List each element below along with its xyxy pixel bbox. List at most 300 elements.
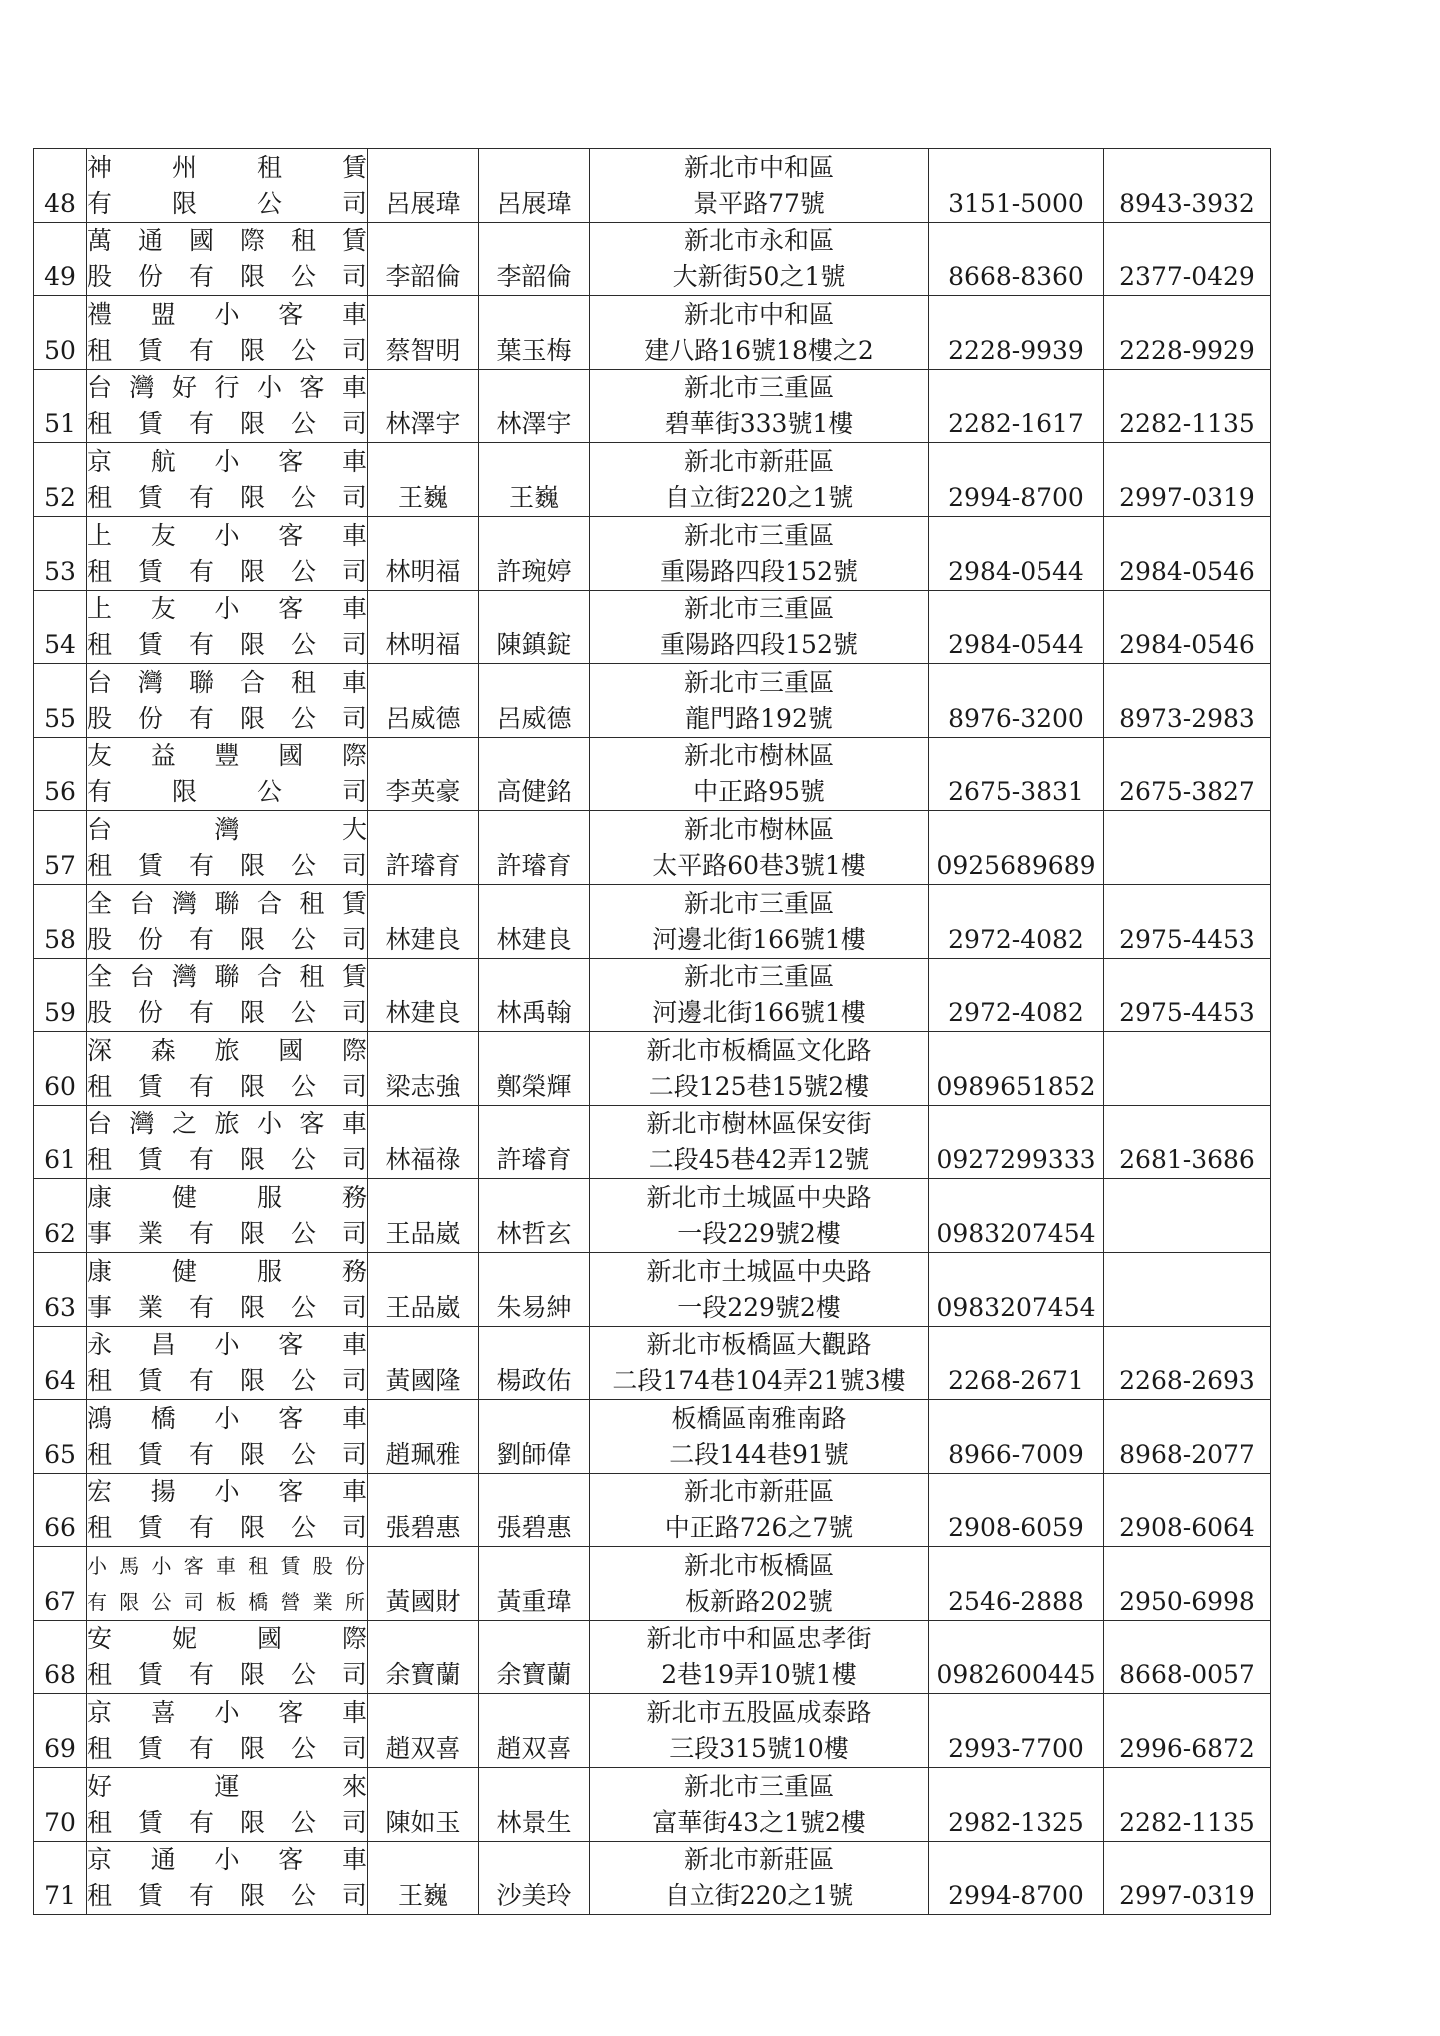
address-line: 新北市中和區 <box>683 299 834 329</box>
company-name-char: 客 <box>278 299 304 329</box>
fax-number: 2975-4453 <box>1119 924 1255 954</box>
address-line: 新北市樹林區 <box>683 814 834 844</box>
company-name-line <box>87 1731 367 1767</box>
company-name-char: 賃 <box>341 888 367 918</box>
table-row <box>34 884 1271 958</box>
owner-cell <box>368 1841 479 1915</box>
address-line: 新北市永和區 <box>683 226 834 256</box>
company-name-char: 公 <box>290 1881 316 1911</box>
manager-cell <box>479 1694 590 1768</box>
company-name-cell <box>87 884 368 958</box>
company-name-char: 車 <box>341 1845 367 1875</box>
company-name-char: 灣 <box>214 814 240 844</box>
owner-name: 趙珮雅 <box>385 1439 461 1469</box>
company-name-char: 租 <box>87 1513 113 1543</box>
company-name-char: 公 <box>290 1218 316 1248</box>
owner-name: 林明福 <box>385 630 461 660</box>
company-name-char: 合 <box>256 962 282 992</box>
address-line: 新北市新莊區 <box>683 1477 834 1507</box>
manager-cell <box>479 296 590 370</box>
table-row <box>34 737 1271 811</box>
address-cell <box>590 516 929 590</box>
company-name-char: 台 <box>87 667 113 697</box>
company-name-char: 限 <box>239 1292 265 1322</box>
company-name-line <box>87 591 367 627</box>
company-name-cell <box>87 1547 368 1621</box>
fax-cell <box>1104 516 1271 590</box>
company-name-char: 公 <box>290 998 316 1028</box>
company-name-char: 板 <box>216 1589 238 1614</box>
table-row <box>34 1768 1271 1842</box>
company-name-line <box>87 1069 367 1105</box>
owner-name: 呂威德 <box>385 703 461 733</box>
company-name-char: 全 <box>87 888 113 918</box>
company-name-char: 賃 <box>137 1807 163 1837</box>
company-name-cell <box>87 1841 368 1915</box>
company-name-char: 車 <box>341 446 367 476</box>
address-line: 新北市樹林區保安街 <box>646 1109 872 1139</box>
manager-name: 李韶倫 <box>496 262 572 292</box>
table-row <box>34 369 1271 443</box>
company-name-cell <box>87 296 368 370</box>
fax-number: 2950-6998 <box>1119 1586 1255 1616</box>
company-name-cell <box>87 1105 368 1179</box>
phone-number: 2993-7700 <box>948 1734 1084 1764</box>
owner-cell <box>368 1473 479 1547</box>
address-line: 新北市三重區 <box>683 1771 834 1801</box>
company-name-char: 妮 <box>171 1624 197 1654</box>
manager-cell <box>479 1032 590 1106</box>
company-name-char: 公 <box>256 777 282 807</box>
company-name-line <box>87 370 367 406</box>
fax-cell <box>1104 296 1271 370</box>
company-name-char: 小 <box>214 1477 240 1507</box>
address-cell <box>590 1547 929 1621</box>
company-name-char: 賃 <box>137 335 163 365</box>
company-name-char: 有 <box>188 556 214 586</box>
company-name-char: 好 <box>171 373 197 403</box>
company-name-char: 限 <box>239 1660 265 1690</box>
owner-name: 王品崴 <box>385 1292 461 1322</box>
owner-name: 呂展瑋 <box>385 188 461 218</box>
address-cell <box>590 1620 929 1694</box>
company-name-char: 賃 <box>137 482 163 512</box>
phone-number: 2675-3831 <box>948 777 1084 807</box>
phone-number: 2984-0544 <box>948 556 1084 586</box>
phone-number: 8976-3200 <box>948 703 1084 733</box>
address-cell <box>590 590 929 664</box>
company-name-char: 限 <box>239 1807 265 1837</box>
row-number: 69 <box>44 1734 76 1764</box>
company-name-line <box>87 1548 367 1584</box>
row-number: 62 <box>44 1218 76 1248</box>
company-name-char: 灣 <box>129 373 155 403</box>
address-cell <box>590 149 929 223</box>
manager-cell <box>479 1620 590 1694</box>
address-line: 二段174巷104弄21號3樓 <box>612 1366 906 1396</box>
fax-number: 2984-0546 <box>1119 630 1255 660</box>
company-name-line <box>87 1180 367 1216</box>
company-name-cell <box>87 958 368 1032</box>
fax-cell <box>1104 369 1271 443</box>
address-line: 河邊北街166號1樓 <box>652 998 866 1028</box>
manager-name: 許璿育 <box>496 850 572 880</box>
company-name-line <box>87 738 367 774</box>
row-number-cell <box>34 737 87 811</box>
company-name-cell <box>87 222 368 296</box>
address-line: 2巷19弄10號1樓 <box>661 1660 857 1690</box>
fax-cell <box>1104 1400 1271 1474</box>
company-name-char: 租 <box>87 409 113 439</box>
address-cell <box>590 1400 929 1474</box>
company-name-char: 賃 <box>341 962 367 992</box>
manager-cell <box>479 369 590 443</box>
company-name-char: 租 <box>290 226 316 256</box>
company-name-char: 有 <box>188 850 214 880</box>
company-name-char: 灣 <box>171 888 197 918</box>
company-name-line <box>87 1474 367 1510</box>
company-name-char: 賃 <box>137 630 163 660</box>
company-name-line <box>87 848 367 884</box>
address-line: 新北市中和區 <box>683 152 834 182</box>
manager-cell <box>479 1473 590 1547</box>
manager-name: 林哲玄 <box>496 1218 572 1248</box>
company-name-cell <box>87 516 368 590</box>
table-row <box>34 516 1271 590</box>
address-line: 一段229號2樓 <box>677 1218 841 1248</box>
company-name-char: 公 <box>290 924 316 954</box>
company-name-char: 事 <box>87 1292 113 1322</box>
table-row <box>34 811 1271 885</box>
row-number: 66 <box>44 1513 76 1543</box>
company-name-char: 租 <box>87 335 113 365</box>
fax-cell <box>1104 884 1271 958</box>
fax-cell <box>1104 1841 1271 1915</box>
company-name-char: 司 <box>341 703 367 733</box>
row-number-cell <box>34 369 87 443</box>
row-number-cell <box>34 1252 87 1326</box>
company-name-char: 限 <box>239 998 265 1028</box>
owner-name: 林建良 <box>385 998 461 1028</box>
company-name-char: 神 <box>87 152 113 182</box>
row-number-cell <box>34 811 87 885</box>
company-name-char: 所 <box>345 1589 367 1614</box>
table-row <box>34 149 1271 223</box>
company-name-char: 賃 <box>137 1734 163 1764</box>
address-line: 板橋區南雅南路 <box>671 1403 847 1433</box>
company-name-cell <box>87 811 368 885</box>
row-number: 65 <box>44 1439 76 1469</box>
company-name-line <box>87 1621 367 1657</box>
company-name-char: 有 <box>188 1881 214 1911</box>
company-name-char: 司 <box>341 1734 367 1764</box>
owner-cell <box>368 222 479 296</box>
owner-name: 蔡智明 <box>385 335 461 365</box>
company-name-char: 賃 <box>137 1660 163 1690</box>
company-name-line <box>87 223 367 259</box>
company-name-char: 車 <box>341 1403 367 1433</box>
company-name-cell <box>87 1694 368 1768</box>
company-name-char: 司 <box>341 482 367 512</box>
company-name-char: 健 <box>171 1182 197 1212</box>
company-name-char: 康 <box>87 1256 113 1286</box>
company-name-cell <box>87 590 368 664</box>
company-name-cell <box>87 1620 368 1694</box>
company-name-char: 車 <box>341 1330 367 1360</box>
manager-cell <box>479 222 590 296</box>
address-cell <box>590 443 929 517</box>
row-number-cell <box>34 516 87 590</box>
address-line: 景平路77號 <box>693 188 825 218</box>
address-line: 三段315號10樓 <box>669 1734 849 1764</box>
company-name-char: 賃 <box>137 1366 163 1396</box>
company-name-char: 司 <box>341 556 367 586</box>
table-row <box>34 1032 1271 1106</box>
company-name-cell <box>87 443 368 517</box>
fax-cell <box>1104 958 1271 1032</box>
phone-cell <box>929 1841 1104 1915</box>
company-name-char: 客 <box>278 1845 304 1875</box>
address-cell <box>590 1252 929 1326</box>
company-name-char: 限 <box>239 703 265 733</box>
address-line: 重陽路四段152號 <box>660 556 858 586</box>
address-cell <box>590 1032 929 1106</box>
company-name-line <box>87 995 367 1031</box>
table-row <box>34 1694 1271 1768</box>
phone-number: 2268-2671 <box>948 1366 1084 1396</box>
phone-number: 0989651852 <box>936 1071 1096 1101</box>
company-name-char: 賃 <box>280 1553 303 1578</box>
company-name-char: 客 <box>299 1109 325 1139</box>
row-number-cell <box>34 296 87 370</box>
company-name-char: 有 <box>188 1366 214 1396</box>
company-name-char: 上 <box>87 520 113 550</box>
company-name-line <box>87 1657 367 1693</box>
company-name-char: 租 <box>87 1071 113 1101</box>
company-name-char: 際 <box>239 226 265 256</box>
company-name-char: 限 <box>239 556 265 586</box>
address-line: 二段125巷15號2樓 <box>648 1071 870 1101</box>
company-name-char: 份 <box>137 998 163 1028</box>
company-name-cell <box>87 1252 368 1326</box>
company-name-char: 禮 <box>87 299 113 329</box>
fax-cell <box>1104 149 1271 223</box>
company-name-char: 限 <box>239 1439 265 1469</box>
company-name-char: 客 <box>278 594 304 624</box>
company-name-char: 公 <box>290 1660 316 1690</box>
fax-number: 2996-6872 <box>1119 1734 1255 1764</box>
company-name-char: 司 <box>341 262 367 292</box>
company-name-char: 賃 <box>137 1439 163 1469</box>
table-row <box>34 1400 1271 1474</box>
table-row <box>34 1547 1271 1621</box>
table-row <box>34 296 1271 370</box>
address-line: 新北市新莊區 <box>683 1845 834 1875</box>
manager-cell <box>479 1252 590 1326</box>
company-name-char: 公 <box>151 1589 174 1614</box>
company-name-char: 租 <box>299 962 325 992</box>
row-number: 63 <box>44 1292 76 1322</box>
company-name-char: 租 <box>87 1660 113 1690</box>
fax-number: 2984-0546 <box>1119 556 1255 586</box>
company-name-char: 限 <box>171 777 197 807</box>
company-name-char: 車 <box>341 594 367 624</box>
row-number-cell <box>34 1620 87 1694</box>
phone-cell <box>929 296 1104 370</box>
row-number-cell <box>34 1032 87 1106</box>
manager-cell <box>479 590 590 664</box>
owner-name: 梁志強 <box>385 1071 461 1101</box>
address-cell <box>590 958 929 1032</box>
company-name-char: 司 <box>341 1218 367 1248</box>
row-number: 52 <box>44 482 76 512</box>
row-number-cell <box>34 1400 87 1474</box>
owner-cell <box>368 443 479 517</box>
owner-name: 張碧惠 <box>385 1513 461 1543</box>
company-name-char: 京 <box>87 446 113 476</box>
phone-cell <box>929 1032 1104 1106</box>
company-name-line <box>87 1842 367 1878</box>
company-name-line <box>87 701 367 737</box>
fax-number: 8943-3932 <box>1119 188 1255 218</box>
company-name-char: 合 <box>256 888 282 918</box>
company-name-char: 限 <box>239 1218 265 1248</box>
company-name-char: 賃 <box>137 556 163 586</box>
owner-cell <box>368 1105 479 1179</box>
row-number: 55 <box>44 703 76 733</box>
fax-cell <box>1104 737 1271 811</box>
company-name-char: 股 <box>87 924 113 954</box>
company-name-char: 行 <box>214 373 240 403</box>
company-name-char: 有 <box>188 482 214 512</box>
row-number-cell <box>34 1841 87 1915</box>
company-name-char: 康 <box>87 1182 113 1212</box>
fax-number: 2681-3686 <box>1119 1145 1255 1175</box>
company-name-char: 司 <box>341 188 367 218</box>
address-line: 一段229號2樓 <box>677 1292 841 1322</box>
company-name-cell <box>87 1326 368 1400</box>
company-name-char: 司 <box>341 1292 367 1322</box>
company-name-cell <box>87 664 368 738</box>
company-name-char: 灣 <box>171 962 197 992</box>
company-name-char: 灣 <box>129 1109 155 1139</box>
phone-number: 2546-2888 <box>948 1586 1084 1616</box>
company-name-char: 來 <box>341 1771 367 1801</box>
fax-cell <box>1104 664 1271 738</box>
company-name-char: 台 <box>129 888 155 918</box>
company-name-char: 小 <box>214 1845 240 1875</box>
company-name-char: 州 <box>171 152 197 182</box>
company-name-char: 司 <box>183 1589 206 1614</box>
table-row <box>34 664 1271 738</box>
company-name-line <box>87 1290 367 1326</box>
company-name-char: 份 <box>137 262 163 292</box>
company-name-char: 司 <box>341 998 367 1028</box>
company-name-char: 租 <box>87 850 113 880</box>
company-name-char: 鴻 <box>87 1403 113 1433</box>
phone-number: 3151-5000 <box>948 188 1084 218</box>
phone-number: 0983207454 <box>936 1218 1096 1248</box>
company-name-line <box>87 480 367 516</box>
row-number-cell <box>34 958 87 1032</box>
phone-cell <box>929 590 1104 664</box>
fax-cell <box>1104 811 1271 885</box>
company-name-char: 公 <box>290 1807 316 1837</box>
company-name-char: 客 <box>278 1477 304 1507</box>
table-row <box>34 1841 1271 1915</box>
company-name-char: 有 <box>87 188 113 218</box>
address-cell <box>590 1473 929 1547</box>
company-name-line <box>87 627 367 663</box>
phone-number: 2972-4082 <box>948 998 1084 1028</box>
phone-number: 8966-7009 <box>948 1439 1084 1469</box>
address-line: 新北市樹林區 <box>683 741 834 771</box>
company-name-char: 限 <box>171 188 197 218</box>
manager-name: 王巍 <box>508 482 559 512</box>
company-name-cell <box>87 1179 368 1253</box>
company-name-line <box>87 444 367 480</box>
company-name-char: 司 <box>341 630 367 660</box>
company-name-char: 小 <box>214 1330 240 1360</box>
company-name-char: 賃 <box>341 152 367 182</box>
company-name-char: 友 <box>150 520 176 550</box>
company-name-char: 公 <box>290 1145 316 1175</box>
company-name-char: 喜 <box>150 1698 176 1728</box>
company-name-char: 友 <box>150 594 176 624</box>
company-name-char: 營 <box>280 1589 303 1614</box>
table-row <box>34 958 1271 1032</box>
phone-number: 2282-1617 <box>948 409 1084 439</box>
fax-number: 2997-0319 <box>1119 482 1255 512</box>
company-name-char: 好 <box>87 1771 113 1801</box>
phone-number: 2994-8700 <box>948 1881 1084 1911</box>
company-name-char: 車 <box>341 373 367 403</box>
company-name-char: 租 <box>256 152 282 182</box>
company-name-char: 有 <box>188 262 214 292</box>
company-name-line <box>87 886 367 922</box>
owner-cell <box>368 811 479 885</box>
row-number-cell <box>34 149 87 223</box>
company-name-char: 國 <box>278 1035 304 1065</box>
table-row <box>34 443 1271 517</box>
row-number: 61 <box>44 1145 76 1175</box>
company-name-char: 份 <box>345 1553 367 1578</box>
manager-name: 許琬婷 <box>496 556 572 586</box>
company-name-char: 台 <box>87 373 113 403</box>
company-name-char: 宏 <box>87 1477 113 1507</box>
company-name-char: 租 <box>87 556 113 586</box>
company-name-char: 司 <box>341 1513 367 1543</box>
company-name-char: 國 <box>256 1624 282 1654</box>
address-line: 新北市中和區忠孝街 <box>646 1624 872 1654</box>
company-name-char: 大 <box>341 814 367 844</box>
owner-name: 林福祿 <box>385 1145 461 1175</box>
company-name-char: 客 <box>278 446 304 476</box>
row-number: 71 <box>44 1881 76 1911</box>
phone-number: 0925689689 <box>936 850 1096 880</box>
address-line: 新北市板橋區文化路 <box>646 1035 872 1065</box>
row-number: 49 <box>44 262 76 292</box>
company-name-line <box>87 1254 367 1290</box>
fax-cell <box>1104 443 1271 517</box>
company-name-char: 事 <box>87 1218 113 1248</box>
company-name-char: 司 <box>341 409 367 439</box>
company-name-char: 業 <box>312 1589 335 1614</box>
company-name-char: 租 <box>87 1439 113 1469</box>
company-name-char: 森 <box>150 1035 176 1065</box>
company-name-char: 公 <box>290 1366 316 1396</box>
company-name-char: 公 <box>290 1292 316 1322</box>
